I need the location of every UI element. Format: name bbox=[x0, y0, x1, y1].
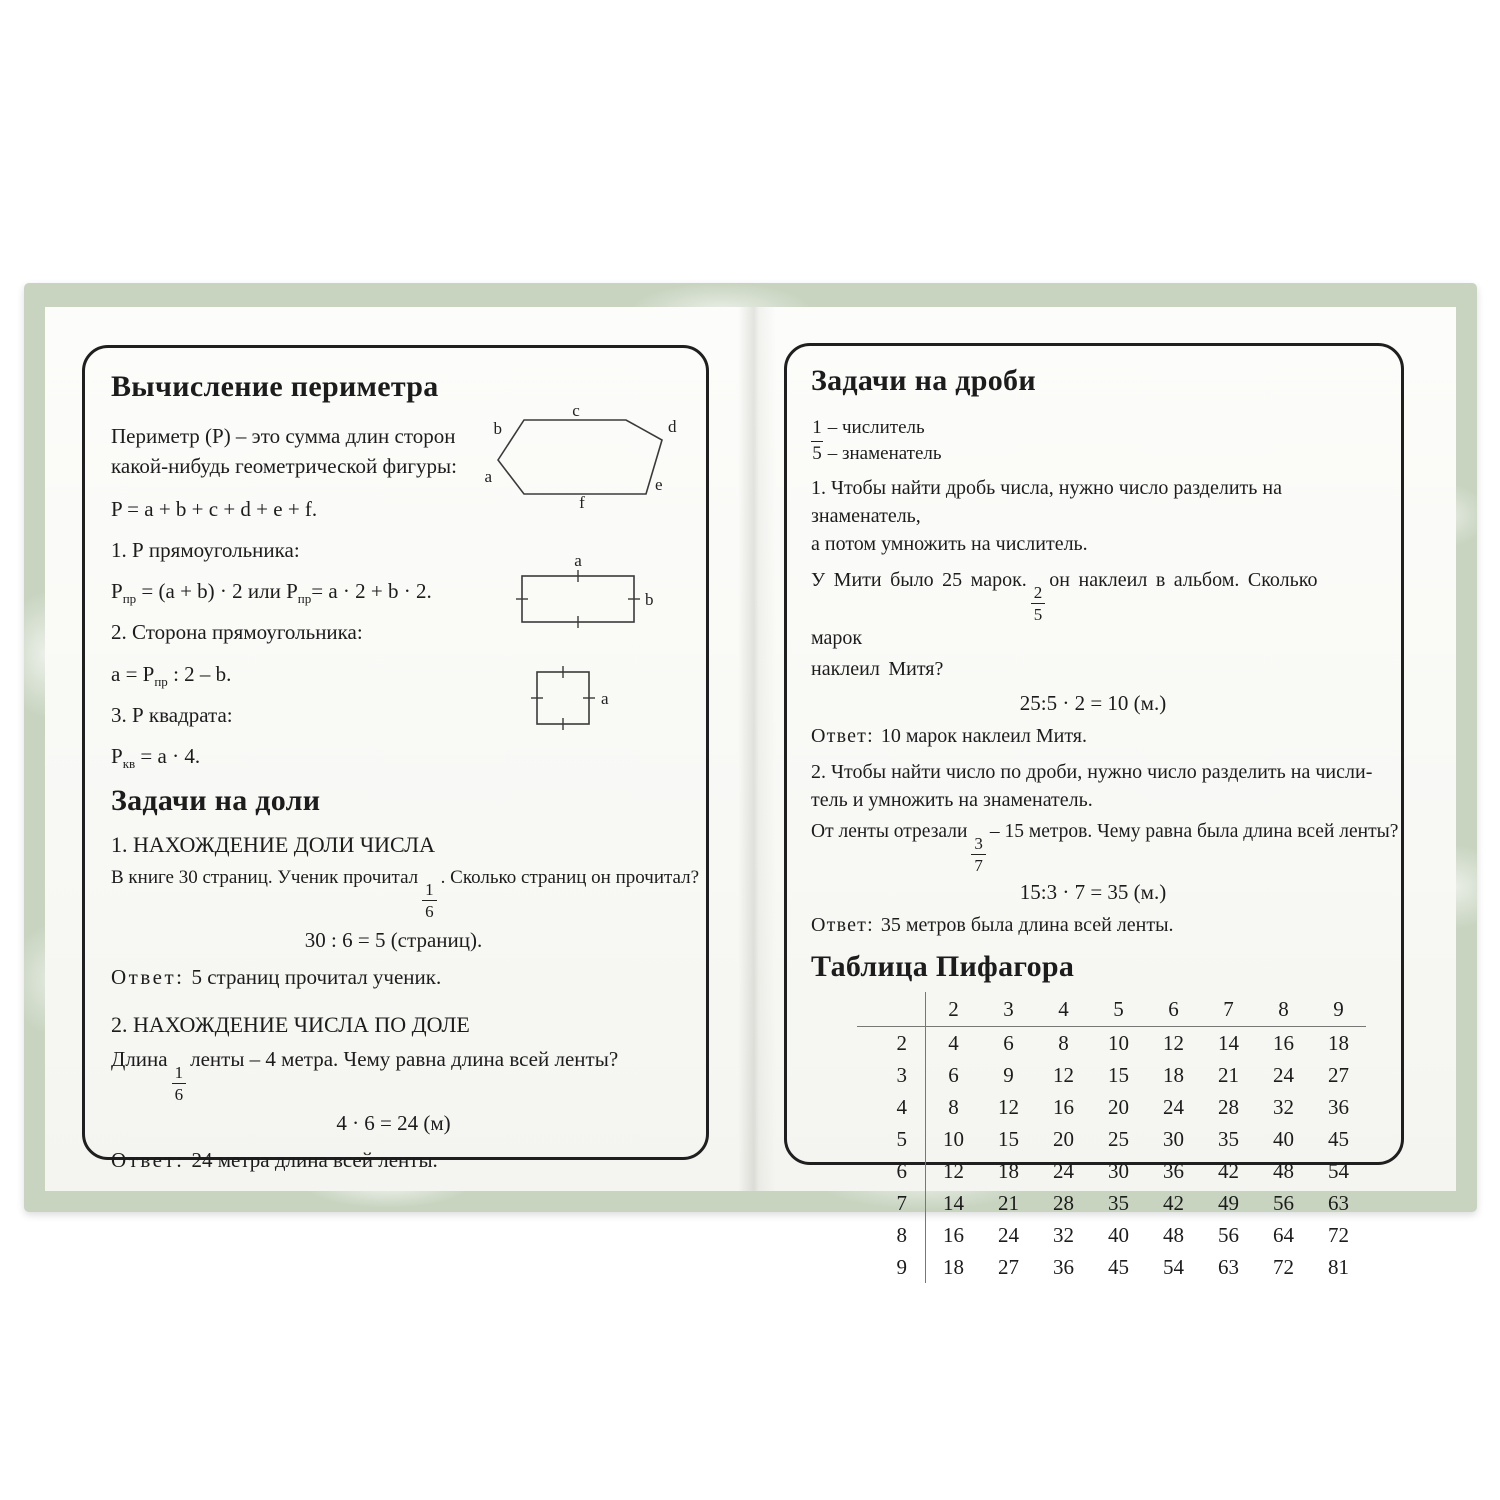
table-cell: 12 bbox=[1053, 1062, 1074, 1087]
table-cell: 27 bbox=[998, 1254, 1019, 1279]
table-cell: 45 bbox=[1328, 1126, 1349, 1151]
answer-text: 35 метров была длина всей ленты. bbox=[880, 914, 1174, 937]
table-header-cell: 6 bbox=[1146, 992, 1201, 1027]
table-row bbox=[857, 1123, 1366, 1155]
problem-text: У Мити было 25 марок. bbox=[811, 569, 1027, 592]
fractions-equation1: 25:5 · 2 = 10 (м.) bbox=[1019, 691, 1167, 716]
subscript: пр bbox=[122, 591, 137, 607]
formula-part: a = P bbox=[111, 661, 155, 686]
table-cell: 35 bbox=[1218, 1126, 1239, 1151]
answer-text: 5 страниц прочитал ученик. bbox=[191, 965, 442, 990]
rect-label-b: b bbox=[645, 590, 654, 609]
problem-text: От ленты отрезали bbox=[811, 821, 968, 843]
problem-text: он наклеил в альбом. Сколько марок bbox=[811, 569, 1318, 650]
fractions-section-title: Задачи на дроби bbox=[811, 364, 1036, 397]
fraction bbox=[1031, 584, 1046, 623]
legend-denominator: 5 bbox=[812, 442, 822, 464]
hexagon-label-d: d bbox=[668, 417, 677, 436]
fractions-problem1 bbox=[811, 565, 1375, 685]
book-pages bbox=[45, 307, 1456, 1279]
answer-text: 10 марок наклеил Митя. bbox=[880, 725, 1088, 748]
table-cell: 18 bbox=[943, 1254, 964, 1279]
table-row-label: 5 bbox=[857, 1123, 926, 1155]
table-cell: 30 bbox=[1108, 1158, 1129, 1183]
hexagon-label-f: f bbox=[579, 493, 585, 512]
table-cell: 35 bbox=[1108, 1190, 1129, 1215]
perimeter-section-title: Вычисление периметра bbox=[111, 370, 439, 403]
table-header-cell: 2 bbox=[926, 992, 982, 1027]
table-cell: 18 bbox=[998, 1158, 1019, 1183]
table-row-label: 4 bbox=[857, 1091, 926, 1123]
table-cell: 56 bbox=[1218, 1222, 1239, 1247]
table-row bbox=[857, 1059, 1366, 1091]
table-cell: 24 bbox=[998, 1222, 1019, 1247]
table-cell: 10 bbox=[1108, 1030, 1129, 1055]
table-row bbox=[857, 1251, 1366, 1283]
table-cell: 28 bbox=[1053, 1190, 1074, 1215]
table-row bbox=[857, 1091, 1366, 1123]
fractions-equation2: 15:3 · 7 = 35 (м.) bbox=[1019, 880, 1167, 905]
table-cell: 15 bbox=[998, 1126, 1019, 1151]
table-header-cell: 4 bbox=[1036, 992, 1091, 1027]
table-cell: 32 bbox=[1053, 1222, 1074, 1247]
book-cover bbox=[24, 283, 1477, 1279]
table-cell: 14 bbox=[943, 1190, 964, 1215]
table-cell: 9 bbox=[1003, 1062, 1014, 1087]
table-cell: 24 bbox=[1273, 1062, 1294, 1087]
formula-perimeter-sum: P = a + b + c + d + e + f. bbox=[111, 496, 318, 521]
book-spine bbox=[738, 307, 776, 1191]
subscript: кв bbox=[122, 756, 136, 772]
answer-label: Ответ: bbox=[111, 965, 185, 990]
table-row bbox=[857, 1219, 1366, 1251]
table-cell: 27 bbox=[1328, 1062, 1349, 1087]
table-cell: 72 bbox=[1273, 1254, 1294, 1279]
table-row-label: 6 bbox=[857, 1155, 926, 1187]
rule-text: а потом умножить на числитель. bbox=[811, 532, 1088, 555]
problem-text: ленты – 4 метра. Чему равна длина всей ленты? bbox=[190, 1047, 619, 1072]
fraction-numerator: 1 bbox=[422, 881, 437, 901]
parts-case2-equation: 4 · 6 = 24 (м) bbox=[336, 1111, 451, 1136]
table-cell: 48 bbox=[1163, 1222, 1184, 1247]
table-cell: 6 bbox=[1003, 1030, 1014, 1055]
table-cell: 42 bbox=[1218, 1158, 1239, 1183]
table-cell: 25 bbox=[1108, 1126, 1129, 1151]
pythagoras-table bbox=[811, 992, 1375, 1283]
table-cell: 36 bbox=[1163, 1158, 1184, 1183]
hexagon-label-c: c bbox=[572, 401, 580, 420]
table-cell: 54 bbox=[1328, 1158, 1349, 1183]
rule-text: тель и умножить на знаменатель. bbox=[811, 788, 1093, 811]
table-cell: 30 bbox=[1163, 1126, 1184, 1151]
table-corner-cell bbox=[857, 992, 926, 1027]
fraction-denominator: 6 bbox=[425, 902, 434, 922]
formula-part: P bbox=[111, 579, 123, 604]
table-cell: 48 bbox=[1273, 1158, 1294, 1183]
problem-text: наклеил Митя? bbox=[811, 658, 944, 681]
table-cell: 21 bbox=[998, 1190, 1019, 1215]
subscript: пр bbox=[297, 591, 312, 607]
hexagon-label-e: e bbox=[655, 475, 663, 494]
fractions-answer2 bbox=[811, 914, 1375, 937]
table-cell: 36 bbox=[1053, 1254, 1074, 1279]
table-row bbox=[857, 1187, 1366, 1219]
fraction-denominator: 5 bbox=[1033, 605, 1043, 625]
fraction-numerator: 3 bbox=[971, 835, 986, 855]
table-cell: 21 bbox=[1218, 1062, 1239, 1087]
table-cell: 40 bbox=[1273, 1126, 1294, 1151]
table-cell: 20 bbox=[1108, 1094, 1129, 1119]
table-cell: 16 bbox=[943, 1222, 964, 1247]
rectangle-figure bbox=[516, 551, 666, 638]
table-cell: 32 bbox=[1273, 1094, 1294, 1119]
subscript: пр bbox=[154, 673, 168, 689]
square-figure bbox=[530, 664, 622, 732]
legend-numerator-label: – числитель bbox=[827, 417, 925, 438]
table-row-label: 8 bbox=[857, 1219, 926, 1251]
table-cell: 8 bbox=[1058, 1030, 1069, 1055]
parts-case1-subtitle: 1. НАХОЖДЕНИЕ ДОЛИ ЧИСЛА bbox=[111, 832, 435, 858]
parts-case2-subtitle: 2. НАХОЖДЕНИЕ ЧИСЛА ПО ДОЛЕ bbox=[111, 1012, 470, 1038]
problem-text: Длина bbox=[111, 1047, 168, 1072]
formula-part: : 2 – b. bbox=[167, 661, 232, 686]
parts-case2-answer bbox=[111, 1148, 676, 1173]
fraction bbox=[172, 1064, 187, 1103]
parts-case1-problem bbox=[111, 866, 700, 922]
pythagoras-section-title: Таблица Пифагора bbox=[811, 950, 1075, 984]
table-cell: 24 bbox=[1163, 1094, 1184, 1119]
formula-part: = a · 2 + b · 2. bbox=[311, 579, 432, 604]
fractions-answer1 bbox=[811, 725, 1375, 748]
fraction-legend bbox=[811, 416, 1375, 466]
parts-section-title: Задачи на доли bbox=[111, 784, 321, 818]
table-header-cell: 9 bbox=[1311, 992, 1366, 1027]
table-cell: 12 bbox=[1163, 1030, 1184, 1055]
fraction-denominator: 6 bbox=[174, 1085, 184, 1105]
formula-part: = a · 4. bbox=[135, 744, 201, 769]
table-row-label: 7 bbox=[857, 1187, 926, 1219]
table-cell: 6 bbox=[948, 1062, 959, 1087]
page-right-content-box bbox=[784, 343, 1404, 1279]
table-cell: 12 bbox=[998, 1094, 1019, 1119]
parts-case2-problem bbox=[111, 1046, 676, 1103]
perimeter-intro: Периметр (Р) – это сумма длин сторон какой-нибудь геометрической фигуры: bbox=[111, 424, 457, 478]
table-cell: 16 bbox=[1273, 1030, 1294, 1055]
square-label-a: a bbox=[601, 689, 609, 708]
fraction-numerator: 2 bbox=[1031, 584, 1046, 604]
table-cell: 24 bbox=[1053, 1158, 1074, 1183]
table-row bbox=[857, 1155, 1366, 1187]
parts-case1-equation: 30 : 6 = 5 (страниц). bbox=[304, 928, 483, 953]
formula-part: = (a + b) · 2 или P bbox=[136, 579, 298, 604]
table-cell: 14 bbox=[1218, 1030, 1239, 1055]
fractions-rule2 bbox=[811, 759, 1375, 814]
answer-label: Ответ: bbox=[811, 725, 874, 748]
table-cell: 20 bbox=[1053, 1126, 1074, 1151]
fractions-problem2 bbox=[811, 821, 1399, 876]
table-cell: 72 bbox=[1328, 1222, 1349, 1247]
table-cell: 63 bbox=[1328, 1190, 1349, 1215]
answer-label: Ответ: bbox=[811, 914, 874, 937]
item1-label: 1. Р прямоугольника: bbox=[111, 537, 300, 562]
table-cell: 28 bbox=[1218, 1094, 1239, 1119]
multiplication-table bbox=[857, 992, 1366, 1283]
table-cell: 16 bbox=[1053, 1094, 1074, 1119]
table-cell: 56 bbox=[1273, 1190, 1294, 1215]
hexagon-label-a: a bbox=[484, 467, 492, 486]
table-header-cell: 7 bbox=[1201, 992, 1256, 1027]
rule-text: 1. Чтобы найти дробь числа, нужно число разделить на знаменатель, bbox=[811, 477, 1282, 527]
formula-square-perimeter bbox=[111, 743, 676, 772]
legend-denominator-label: – знаменатель bbox=[827, 442, 942, 464]
table-cell: 49 bbox=[1218, 1190, 1239, 1215]
table-row bbox=[857, 1027, 1366, 1060]
table-cell: 15 bbox=[1108, 1062, 1129, 1087]
table-cell: 36 bbox=[1328, 1094, 1349, 1119]
fraction-denominator: 7 bbox=[974, 856, 983, 876]
table-row-label: 9 bbox=[857, 1251, 926, 1283]
fraction-numerator: 1 bbox=[172, 1064, 187, 1084]
table-cell: 10 bbox=[943, 1126, 964, 1151]
problem-text: В книге 30 страниц. Ученик прочитал bbox=[111, 867, 419, 889]
answer-label: Ответ: bbox=[111, 1148, 185, 1173]
table-cell: 54 bbox=[1163, 1254, 1184, 1279]
table-cell: 40 bbox=[1108, 1222, 1129, 1247]
table-cell: 64 bbox=[1273, 1222, 1294, 1247]
table-header-cell: 8 bbox=[1256, 992, 1311, 1027]
hexagon-figure bbox=[482, 401, 682, 512]
fraction bbox=[971, 835, 986, 874]
table-cell: 18 bbox=[1328, 1030, 1349, 1055]
formula-part: P bbox=[111, 744, 123, 769]
hexagon-label-b: b bbox=[493, 419, 502, 438]
table-row-label: 3 bbox=[857, 1059, 926, 1091]
page-left-content-box bbox=[82, 345, 709, 1173]
table-cell: 18 bbox=[1163, 1062, 1184, 1087]
answer-text: 24 метра длина всей ленты. bbox=[191, 1148, 438, 1173]
table-cell: 45 bbox=[1108, 1254, 1129, 1279]
fractions-rule1 bbox=[811, 475, 1375, 558]
fraction bbox=[422, 881, 437, 920]
table-header-cell: 5 bbox=[1091, 992, 1146, 1027]
table-row-label: 2 bbox=[857, 1027, 926, 1060]
table-cell: 12 bbox=[943, 1158, 964, 1183]
table-cell: 63 bbox=[1218, 1254, 1239, 1279]
rule-text: 2. Чтобы найти число по дроби, нужно число разделить на числи- bbox=[811, 761, 1373, 784]
legend-numerator: 1 bbox=[811, 416, 823, 442]
table-cell: 81 bbox=[1328, 1254, 1349, 1279]
table-cell: 4 bbox=[948, 1030, 959, 1055]
item3-label: 3. Р квадрата: bbox=[111, 702, 233, 727]
problem-text: . Сколько страниц он прочитал? bbox=[440, 867, 700, 889]
table-cell: 42 bbox=[1163, 1190, 1184, 1215]
rect-label-a: a bbox=[574, 551, 582, 570]
table-header-cell: 3 bbox=[981, 992, 1036, 1027]
table-cell: 8 bbox=[948, 1094, 959, 1119]
item2-label: 2. Сторона прямоугольника: bbox=[111, 620, 363, 645]
problem-text: – 15 метров. Чему равна была длина всей ленты? bbox=[989, 821, 1399, 843]
parts-case1-answer bbox=[111, 965, 676, 990]
